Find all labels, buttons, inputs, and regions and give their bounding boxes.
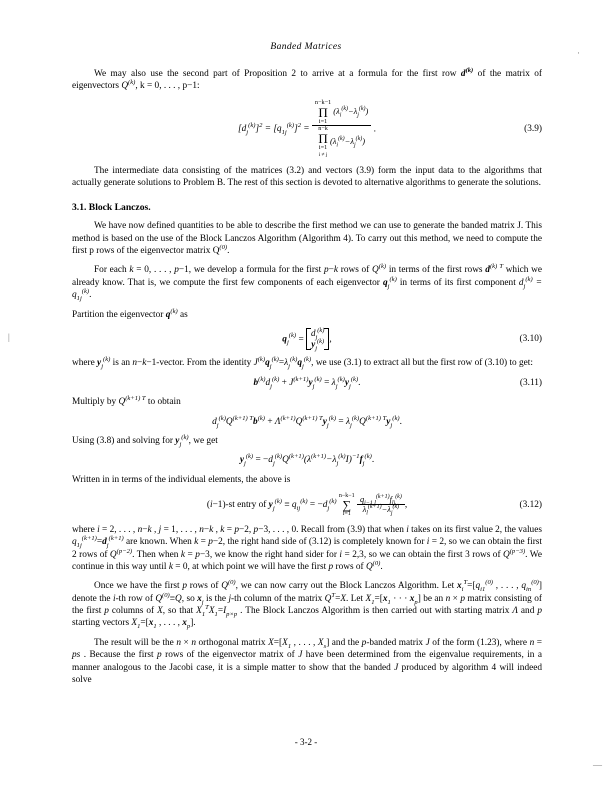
section-heading-3-1: 3.1. Block Lanczos. [72,201,151,213]
edge-mark-right: — [593,760,602,770]
eq-number-3-10: (3.10) [519,333,542,344]
partition-matrix: $d_j^{(k)}$ $y_j^{(k)}$ [306,328,329,351]
running-header: Banded Matrices [270,42,342,52]
equation-3-11: $b^{(k)}d_j^{(k)} + J^{(k+1)}y_j^{(k)} = \lambda_j^{(k)}y_j^{(k)}$. (3.11) [253,375,542,390]
matrix-Q: $Q^{(k)}$ [121,79,136,92]
paragraph-algorithm-setup: Once we have the first p rows of $Q^{(0)}$, we can now carry out the Block Lanczos Algorithm. Let $x_i^T=[q_{i1}^{(0)}$ , . . . , $q_{in}^{(0)}$] denote the i-th row of $Q^{(0)}\equiv Q$, so $x_j$ is the j-th column of the matrix $Q^T=X$. Let $X_1=[x_1$ · · · $x_p$] be an n × p matrix consisting of the first p columns of X, so that $X_1^TX_1=I_{p\times p}$ . The Block Lanczos Algorithm is then carried out with starting matrix Λ and p starting vectors $X_1=[x_1$ , . . . , $x_p$]. [72,579,542,631]
edge-mark-left: | [8,332,10,342]
matrix-Q0: (0) [219,244,228,252]
paragraph-index-ranges: where i = 2, . . . , n−k , j = 1, . . . , n−k , k = p−2, p−3, . . . , 0. Recall from (3.9) that when i takes on its first value 2, the values $q_{1j}^{(k+1)}=d_j^{(k+1)}$ are known. When k = p−2, the right hand side of (3.12) is completely known for i = 2, so we can obtain the first 2 rows of $Q^{(p-2)}$. Then when k = p−3, we know the right hand sider for i = 2,3, so we can obtain the first 3 rows of $Q^{(p-3)}$. We continue in this way until k = 0, at which point we will have the first p rows of $Q^{(0)}$. [72,524,542,573]
paragraph-result: The result will be the n × n orthogonal matrix $X=[X_1$ , . . . , $X_s$] and the p-banded matrix J of the form (1.23), where n = ps . Because the first p rows of the eigenvector matrix of J have been determined from the eigenvalue requirements, in a manner analogous to the Jacobi case, it is a simple matter to show that the banded J produced by algorithm 4 will indeed solve [72,637,542,685]
paragraph-partition: Partition the eigenvector $q^{(k)}$ as [72,307,188,320]
article-body [72,68,542,693]
paragraph-identity: where $y_j^{(k)}$ is an n−k−1-vector. From the identity $J^{(k)}q_j^{(k)}=\lambda_j^{(k)}q_j^{(k)}$, we use (3.1) to extract all but the first row of (3.10) to get: [72,356,533,371]
equation-3-9: $[d_j^{(k)}]^2 = [q_{1j}^{(k)}]^2$ = n−k−1 Π i=1 $(\lambda_i^{(k)}-\lambda_j^{(k)})$ n−k Π i=1 i ≠ j $(\lambda_i^{(k)}-\lambda_j^{(k)})$ . (3.9) [238,98,542,158]
eq-number-3-11: (3.11) [519,377,542,388]
equation-3-10: $q_j^{(k)}$ = $d_j^{(k)}$ $y_j^{(k)}$ , (3.10) [282,326,542,352]
paragraph-solving: Using (3.8) and solving for $y_j^{(k)}$, we get [72,433,218,448]
paragraph-multiply: Multiply by $Q^{(k+1) T}$ to obtain [72,395,181,408]
eq-number-3-9: (3.9) [524,123,542,134]
fraction-3-12: $\frac{q_{i-1,l}^{(k+1)}f_{lj}^{(k)}}{\lambda_l^{(k+1)}-\lambda_j^{(k)}}$ [357,495,405,515]
equation-multiply: $d_j^{(k)}Q^{(k+1) T}b^{(k)} + \Lambda^{(k+1)}Q^{(k+1) T}y_j^{(k)} = \lambda_j^{(k)}Q^{(k+1) T}y_j^{(k)}$. [212,414,402,429]
fraction-3-9: n−k−1 Π i=1 $(\lambda_i^{(k)}-\lambda_j^{(k)})$ n−k Π i=1 i ≠ j $(\lambda_i^{(k)}-\lambda_j^{(k)})$ [312,100,371,158]
edge-mark-top-right: · [577,48,580,58]
summation-3-12: n−k−1 ∑ l=1 [338,492,355,517]
vector-d: $d^{(k)}$ [460,66,474,79]
equation-solution-y: $y_j^{(k)} = -d_j^{(k)}Q^{(k+1)}(\lambda^{(k+1)}-\lambda_j^{(k)}I)^{-1}f_j^{(k)}$. [239,453,375,468]
paragraph-intro: We may also use the second part of Proposition 2 to arrive at a formula for the first row $d^{(k)}$ of the matrix of eigenvectors $Q^{(k)}$, k = 0, . . . , p−1: [72,66,542,92]
eq-number-3-12: (3.12) [519,499,542,510]
equation-3-12: (i−1)-st entry of $y_j^{(k)} \equiv q_{ij}^{(k)} = -d_j^{(k)}$ n−k−1 ∑ l=1 $\frac{q_{i-1,l}^{(k+1)}f_{lj}^{(k)}}{\lambda_l^{(k+1)}-\lambda_j^{(k)}}$ , (3.12) [206,492,542,518]
page-number: - 3-2 - [294,737,318,747]
paragraph-block-lanczos-intro: We have now defined quantities to be able to describe the first method we can use to generate the banded matrix J. This method is based on the use of the Block Lanczos Algorithm (Algorithm 4). To carry out this method, we need to compute the first p rows of the eigenvector matrix $Q^{(0)}$. [72,221,542,257]
paragraph-formula-derivation: For each k = 0, . . . , p−1, we develop a formula for the first p−k rows of $Q^{(k)}$ in terms of the first rows $d^{(k) T}$ which we already know. That is, we compute the first few components of each eigenvector $q_j^{(k)}$ in terms of its first component $d_j^{(k)} = q_{1j}^{(k)}$. [72,263,543,303]
paragraph-input-data: The intermediate data consisting of the matrices (3.2) and vectors (3.9) form the input data to the algorithms that actually generate solutions to Problem B. The rest of this section is devoted to alternative algorithms to generate the solutions. [72,165,542,189]
paragraph-elements: Written in in terms of the individual elements, the above is [72,474,291,485]
